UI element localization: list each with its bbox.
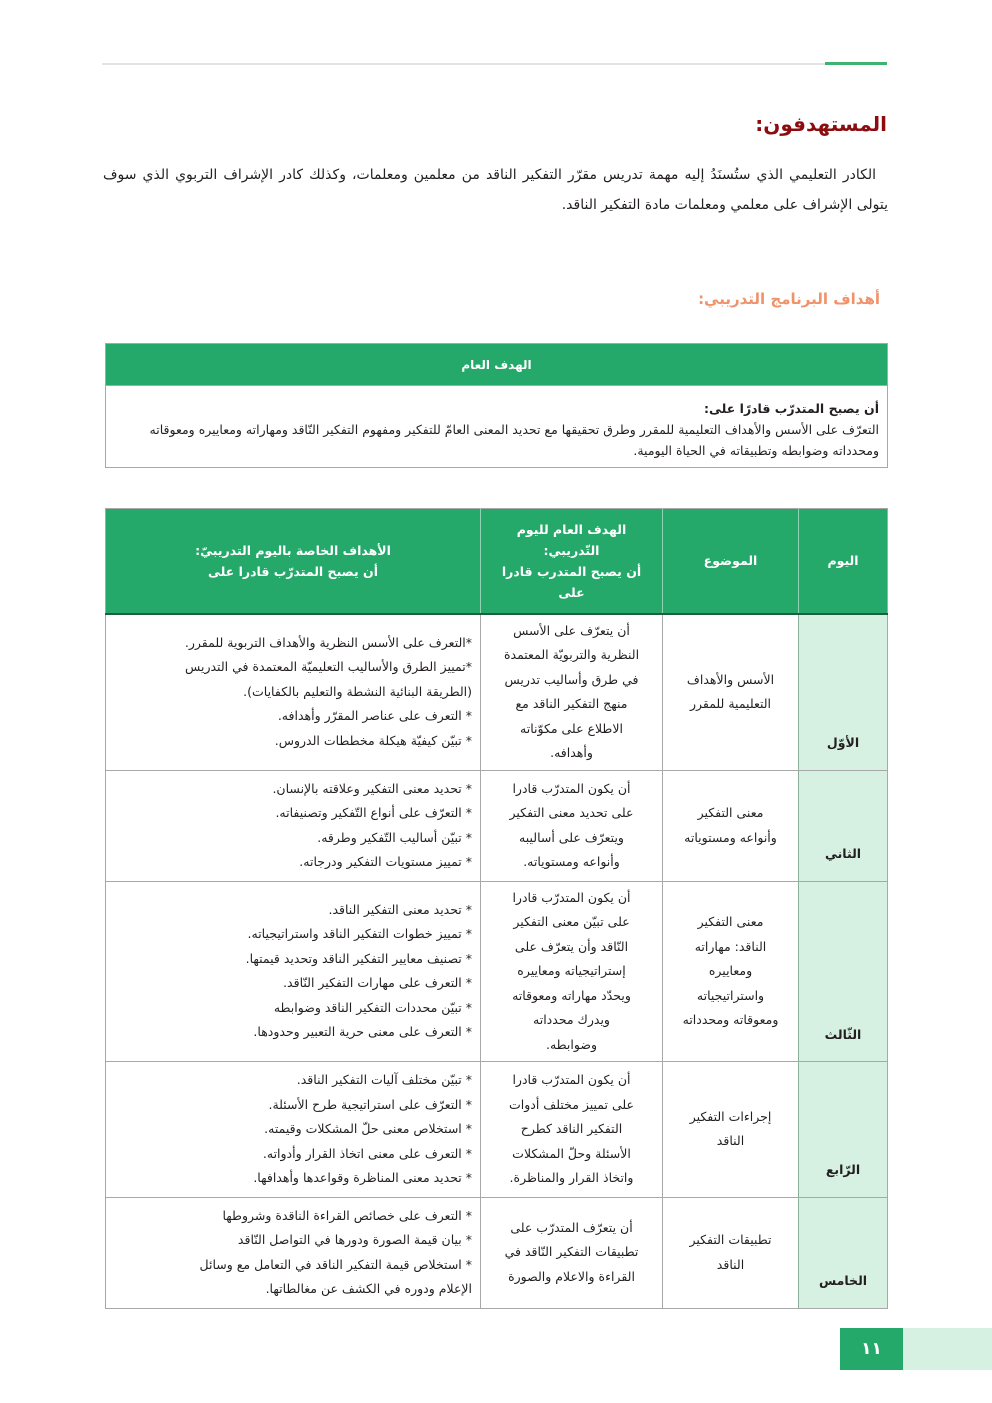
- cell-line: واتخاذ القرار والمناظرة.: [509, 1170, 634, 1185]
- table-row: [106, 881, 888, 1062]
- audience-paragraph: الكادر التعليمي الذي ستُسنَدُ إليه مهمة تدريس مقرّر التفكير الناقد من معلمين ومعلمات، وكذلك كادر الإشراف التربوي الذي سوف يتولى الإشراف على معلمي ومعلمات مادة التفكير الناقد.: [103, 167, 888, 213]
- specific-goals-cell: [106, 770, 481, 881]
- specific-goal-item: * تبيّن أساليب التّفكير وطرقه.: [317, 829, 472, 845]
- general-goal-text: التعرّف على الأسس والأهداف التعليمية للمقرر وطرق تحقيقها مع تحديد المعنى العامّ للتفكير ومفهوم التفكير النّاقد ومهاراته ومعاييره ومعوقاته ومحدداته وضوابطه وتطبيقاته في الحياة اليومية.: [149, 422, 879, 458]
- cell-line: الناقد: مهاراته: [694, 938, 767, 954]
- specific-goal-item: * التعرّف على أنواع التّفكير وتصنيفاته.: [275, 805, 472, 820]
- cell-line: تطبيقات التفكير النّاقد في: [504, 1244, 639, 1260]
- header-line: الأهداف الخاصة باليوم التدريبيّ:: [195, 542, 391, 558]
- cell-line: أن يتعرّف المتدرّب على: [510, 1219, 633, 1235]
- audience-title: المستهدفون:: [755, 112, 887, 136]
- day-goal-cell: [481, 614, 663, 771]
- day-cell: الثّالث: [799, 881, 888, 1062]
- table-body: [106, 614, 888, 1309]
- specific-goal-item: * استخلاص معنى حلّ المشكلات وقيمته.: [264, 1121, 472, 1136]
- cell-line: أن يتعرّف على الأسس: [513, 622, 630, 638]
- cell-line: ومعاييره: [708, 963, 753, 978]
- specific-goal-item: * التعرف على معنى حرية التعبير وحدودها.: [253, 1024, 472, 1040]
- general-goal-table: [105, 343, 888, 468]
- cell-line: ويدرك محدداته: [533, 1012, 610, 1027]
- cell-line: معنى التفكير: [697, 805, 764, 820]
- specific-goal-item: * التعرف على مهارات التفكير النّاقد.: [283, 975, 472, 991]
- day-cell: الخامس: [799, 1197, 888, 1308]
- day-cell: الرّابع: [799, 1062, 888, 1198]
- cell-line: الأسئلة وحلّ المشكلات: [512, 1145, 631, 1161]
- cell-line: تطبيقات التفكير: [689, 1232, 772, 1247]
- cell-line: القراءة والاعلام والصورة: [508, 1268, 635, 1284]
- table-row: [106, 1197, 888, 1308]
- cell-line: وأنواعه ومستوياته: [684, 829, 777, 845]
- cell-line: ويتعرّف على أساليبه: [519, 829, 624, 845]
- top-divider: [102, 63, 887, 65]
- table-row: [106, 770, 888, 881]
- topic-cell: [663, 770, 799, 881]
- cell-line: النظرية والتربويّة المعتمدة: [503, 647, 640, 662]
- specific-goal-item: * تمييز خطوات التفكير الناقد واستراتيجياته.: [247, 926, 472, 942]
- header-line: الهدف العام لليوم: [516, 521, 627, 537]
- cell-line: إستراتيجياته ومعاييره: [517, 963, 626, 978]
- cell-line: الأسس والأهداف: [686, 671, 775, 687]
- topic-cell: [663, 881, 799, 1062]
- specific-goal-item: * التعرّف على استراتيجية طرح الأسئلة.: [268, 1096, 472, 1112]
- header-line: التّدريبي:: [543, 542, 600, 558]
- day-cell: الأوّل: [799, 614, 888, 771]
- cell-line: وضوابطه.: [546, 1036, 597, 1052]
- cell-line: في طرق وأساليب تدريس: [504, 671, 639, 687]
- cell-line: أن يكون المتدرّب قادرا: [512, 780, 631, 796]
- header-day: اليوم: [799, 509, 888, 614]
- day-cell: الثاني: [799, 770, 888, 881]
- page-number-band: [903, 1328, 992, 1370]
- cell-line: الاطلاع على مكوّناته: [520, 720, 623, 736]
- specific-goal-item: * تبيّن محددات التفكير الناقد وضوابطه: [273, 999, 472, 1015]
- specific-goal-item: * التعرف على معنى اتخاذ القرار وأدواته.: [262, 1145, 472, 1161]
- cell-line: التعليمية للمقرر: [689, 696, 772, 711]
- header-line: أن يصبح المتدرب قادرا: [501, 563, 642, 579]
- cell-line: إجراءات التفكير: [689, 1108, 772, 1124]
- cell-line: أن يكون المتدرّب قادرا: [512, 1072, 631, 1087]
- table-row: [106, 614, 888, 771]
- topic-cell: [663, 1062, 799, 1198]
- header-specific-goals: [106, 509, 481, 614]
- cell-line: أن يكون المتدرّب قادرا: [512, 889, 631, 905]
- specific-goal-item: * استخلاص قيمة التفكير الناقد في التعامل مع وسائل: [199, 1256, 472, 1272]
- page-number: ١١: [840, 1328, 903, 1370]
- specific-goals-cell: [106, 614, 481, 771]
- day-goal-cell: [481, 770, 663, 881]
- header-topic: الموضوع: [663, 509, 799, 614]
- header-line: على: [558, 584, 585, 600]
- specific-goal-item: *التعرف على الأسس النظرية والأهداف التربوية للمقرر.: [184, 634, 472, 650]
- training-days-table: [105, 508, 888, 1309]
- cell-line: وأهدافه.: [550, 745, 593, 760]
- cell-line: الناقد: [716, 1256, 745, 1272]
- header-day-goal: [481, 509, 663, 614]
- cell-line: الناقد: [716, 1133, 745, 1149]
- specific-goal-item: * بيان قيمة الصورة ودورها في التواصل النّاقد: [237, 1232, 472, 1247]
- specific-goal-item: * تبيّن كيفيّة هيكلة مخططات الدروس.: [274, 732, 472, 748]
- cell-line: ومعوقاته ومحدداته: [682, 1012, 779, 1027]
- cell-line: على تحديد معنى التفكير: [509, 805, 634, 820]
- cell-line: على تمييز مختلف أدوات: [508, 1096, 634, 1112]
- day-goal-cell: [481, 1062, 663, 1198]
- goals-section-title: أهداف البرنامج التدريبي:: [698, 290, 880, 308]
- specific-goal-item: الإعلام ودوره في الكشف عن مغالطاتها.: [265, 1281, 472, 1296]
- cell-line: واستراتيجياته: [696, 987, 765, 1003]
- specific-goal-item: * تبيّن مختلف آليات التفكير الناقد.: [296, 1072, 472, 1087]
- header-line: أن يصبح المتدرّب قادرا على: [208, 563, 378, 579]
- specific-goal-item: * تمييز مستويات التفكير ودرجاته.: [299, 854, 472, 869]
- day-goal-cell: [481, 881, 663, 1062]
- cell-line: معنى التفكير: [697, 914, 764, 929]
- cell-line: منهج التفكير الناقد مع: [515, 696, 628, 711]
- specific-goals-cell: [106, 1197, 481, 1308]
- specific-goal-item: * تحديد معنى التفكير الناقد.: [328, 901, 472, 917]
- specific-goal-item: * التعرف على عناصر المقرّر وأهدافه.: [277, 708, 472, 724]
- top-divider-accent: [825, 62, 887, 65]
- specific-goals-cell: [106, 881, 481, 1062]
- cell-line: النّاقد وأن يتعرّف على: [514, 938, 629, 954]
- general-goal-body: [106, 386, 888, 468]
- table-row: [106, 1062, 888, 1198]
- specific-goal-item: * تحديد معنى التفكير وعلاقته بالإنسان.: [272, 780, 472, 796]
- specific-goals-cell: [106, 1062, 481, 1198]
- topic-cell: [663, 614, 799, 771]
- cell-line: وأنواعه ومستوياته.: [523, 854, 620, 869]
- table-header-row: [106, 509, 888, 614]
- cell-line: ويحدّد مهاراته ومعوقاته: [512, 987, 631, 1003]
- general-goal-header: الهدف العام: [106, 344, 888, 386]
- general-goal-lead: أن يصبح المتدرّب قادرًا على:: [704, 401, 879, 416]
- cell-line: على تبيّن معنى التفكير: [513, 914, 630, 929]
- day-goal-cell: [481, 1197, 663, 1308]
- specific-goal-item: * تحديد معنى المناظرة وقواعدها وأهدافها.: [253, 1170, 472, 1185]
- cell-line: التفكير الناقد كطرح: [520, 1121, 623, 1136]
- specific-goal-item: * التعرف على خصائص القراءة الناقدة وشروطها: [222, 1207, 472, 1223]
- specific-goal-item: * تصنيف معايير التفكير الناقد وتحديد قيمتها.: [245, 950, 472, 966]
- specific-goal-item: (الطريقة البنائية النشطة والتعليم بالكفايات).: [243, 683, 472, 699]
- specific-goal-item: *تمييز الطرق والأساليب التعليميّة المعتمدة في التدريس: [185, 659, 472, 675]
- topic-cell: [663, 1197, 799, 1308]
